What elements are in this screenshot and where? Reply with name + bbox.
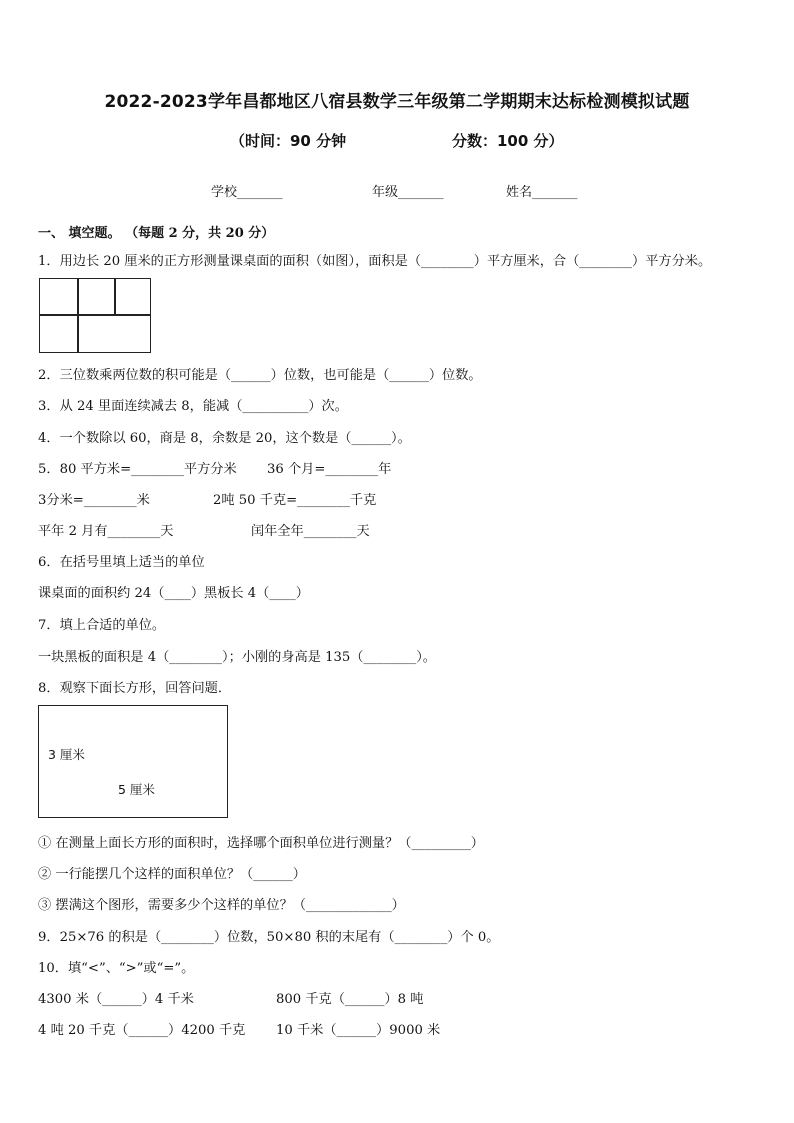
question-10c: 4 吨 20 千克（______）4200 千克 [38,1023,246,1038]
rectangle-width-label: 5 厘米 [118,782,155,797]
question-10: 10．填“<”、“>”或“=”。 [38,961,195,976]
question-5d: 2吨 50 千克=________千克 [213,493,377,508]
grade-field[interactable]: 年级_______ [372,185,444,200]
question-10d: 10 千米（______）9000 米 [276,1023,441,1038]
page-title: 2022-2023学年昌都地区八宿县数学三年级第二学期期末达标检测模拟试题 [104,92,690,112]
rectangle-height-label: 3 厘米 [48,747,85,762]
question-6: 6．在括号里填上适当的单位 [38,555,205,570]
name-field[interactable]: 姓名_______ [506,185,578,200]
question-5c: 3分米=________米 [38,493,150,508]
grid-horizontal-line [39,314,151,316]
question-8-1: ① 在测量上面长方形的面积时，选择哪个面积单位进行测量？（_________） [38,836,484,851]
section-points: （每题 2 分，共 20 分） [125,226,275,241]
question-4: 4．一个数除以 60，商是 8，余数是 20，这个数是（______）。 [38,431,411,446]
question-5f: 闰年全年________天 [251,524,370,539]
grid-vertical-line [77,278,79,353]
question-5e: 平年 2 月有________天 [38,524,174,539]
exam-time: （时间：90 分钟 [230,132,347,150]
question-2: 2．三位数乘两位数的积可能是（______）位数，也可能是（______）位数。 [38,368,482,383]
question-5b: 36 个月=________年 [267,462,392,477]
question-7-line: 一块黑板的面积是 4（________）；小刚的身高是 135（________）。 [38,650,436,665]
question-8: 8．观察下面长方形，回答问题． [38,681,232,696]
exam-score: 分数：100 分） [452,132,564,150]
question-8-2: ② 一行能摆几个这样的面积单位？（______） [38,867,306,882]
question-10b: 800 千克（______）8 吨 [276,992,424,1007]
section-heading [38,222,274,241]
question-7: 7．填上合适的单位。 [38,618,166,633]
school-field[interactable]: 学校_______ [211,185,283,200]
grid-vertical-line-top [114,278,116,315]
section-title: 一、 填空题。 [38,226,121,241]
question-10a: 4300 米（______）4 千米 [38,992,194,1007]
question-1: 1．用边长 20 厘米的正方形测量课桌面的面积（如图），面积是（________）平方厘米，合（________）平方分米。 [38,254,712,269]
question-6-line: 课桌面的面积约 24（____）黑板长 4（____） [38,586,309,601]
question-3: 3．从 24 里面连续减去 8，能减（__________）次。 [38,399,348,414]
question-8-3: ③ 摆满这个图形，需要多少个这样的单位？（_____________） [38,898,405,913]
question-9: 9．25×76 的积是（________）位数，50×80 积的末尾有（________）个 0。 [38,930,500,945]
question-5a: 5．80 平方米=________平方分米 [38,462,237,477]
